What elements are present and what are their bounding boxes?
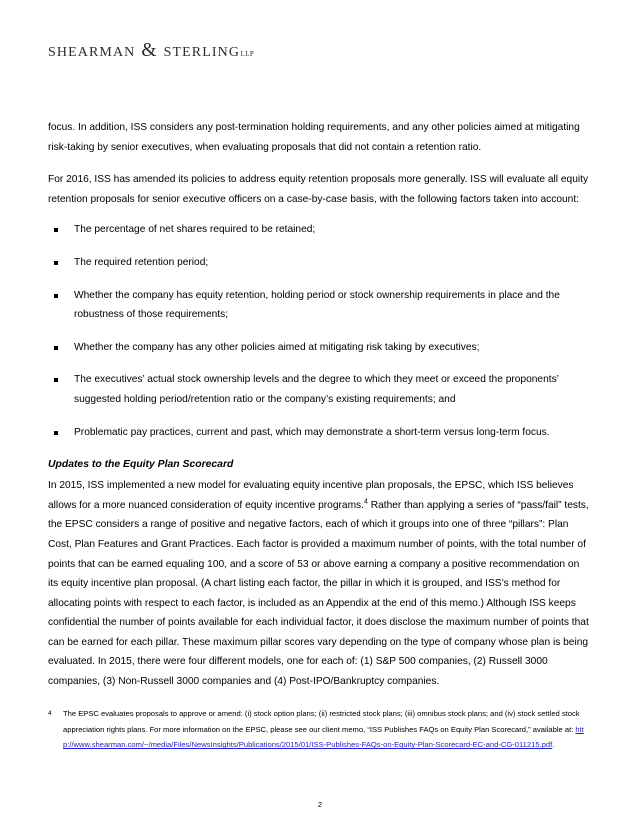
list-item-text: The required retention period; — [74, 256, 209, 268]
paragraph-2016-policies: For 2016, ISS has amended its policies to address equity retention proposals more generally. ISS will evaluate all equity retention proposals for senior executive officers on a case-by-case basis, with the following factors taken into account: — [48, 174, 589, 205]
footnote-4 — [48, 706, 592, 753]
page-number-footer: 2 — [317, 800, 323, 809]
list-item — [48, 370, 592, 409]
list-item-text: Whether the company has any other policies aimed at mitigating risk taking by executives; — [74, 341, 480, 353]
footnote-text-before-link: The EPSC evaluates proposals to approve or amend: (i) stock option plans; (ii) restricted stock plans; (iii) omnibus stock plans; and (iv) stock settled stock appreciation rights plans. For more information on the EPSC, please see our client memo, “ISS Publishes FAQs on Equity Plan Scorecard,” available at: — [63, 709, 580, 734]
epsc-text-part1: In 2015, ISS implemented a new model for evaluating equity incentive plan proposals, the EPSC, which ISS believes allows for a more nuanced consideration of equity incentive programs. — [48, 480, 574, 511]
square-bullet-icon — [54, 378, 58, 382]
list-item-text: The percentage of net shares required to be retained; — [74, 224, 316, 236]
square-bullet-icon — [54, 431, 58, 435]
footnote-text-after-link: . — [552, 740, 555, 750]
list-item-text: Whether the company has equity retention, holding period or stock ownership requirements in place and the robustness of those requirements; — [74, 289, 560, 321]
paragraph-epsc-overview — [48, 476, 592, 692]
section-heading-equity-plan-scorecard: Updates to the Equity Plan Scorecard — [48, 459, 234, 471]
firm-suffix-logo: llp — [240, 48, 255, 59]
document-body — [48, 118, 592, 705]
list-item-text: The executives’ actual stock ownership levels and the degree to which they meet or exceed the proponents’ suggested holding period/retention ratio or the company’s existing requirements; and — [74, 374, 559, 405]
firm-letterhead — [48, 40, 254, 74]
list-item — [48, 423, 592, 443]
retention-factors-list — [48, 220, 592, 442]
footnote-url-link[interactable]: http://www.shearman.com/~/media/Files/NewsInsights/Publications/2015/01/ISS-Publishes-FAQs-on-Equity-Plan-Scorecard-EC-and-CG-011215.pdf — [63, 724, 584, 750]
square-bullet-icon — [54, 228, 58, 232]
list-item — [48, 338, 592, 358]
square-bullet-icon — [54, 346, 58, 350]
firm-name-logo: shearman & sterling — [48, 40, 241, 61]
footnote-number: 4 — [48, 710, 52, 717]
epsc-text-part2: Rather than applying a series of “pass/fail” tests, the EPSC considers a range of positive and negative factors, each of which it groups into one of three “pillars”: Plan Cost, Plan Features and Grant Practices. Each factor is provided a maximum number of points, with the total number of points that can be earned equaling 100, and a score of 53 or above earning a company a positive recommendation on its equity incentive plan proposal. (A chart listing each factor, the pillar in which it is grouped, and ISS’s method for allocating points with respect to each factor, is included as an Appendix at the end of this memo.) Although ISS keeps confidential the number of points available for each individual factor, it does disclose the maximum number of points that can be earned for each pillar. These maximum pillar scores vary depending on the type of company whose plan is being evaluated. In 2015, there were four different models, one for each of: (1) S&P 500 companies, (2) Russell 3000 companies, (3) Non-Russell 3000 companies and (4) Post-IPO/Bankruptcy companies. — [48, 499, 589, 688]
square-bullet-icon — [54, 294, 58, 298]
list-item — [48, 253, 592, 273]
list-item-text: Problematic pay practices, current and past, which may demonstrate a short-term versus long-term focus. — [74, 426, 550, 438]
list-item — [48, 220, 592, 240]
footnotes-section — [48, 706, 592, 753]
list-item — [48, 286, 592, 325]
paragraph-continuation: focus. In addition, ISS considers any post-termination holding requirements, and any other policies aimed at mitigating risk-taking by senior executives, when evaluating proposals that did not contain a retention ratio. — [48, 122, 580, 153]
square-bullet-icon — [54, 261, 58, 265]
footnote-reference-marker[interactable]: 4 — [363, 498, 368, 506]
